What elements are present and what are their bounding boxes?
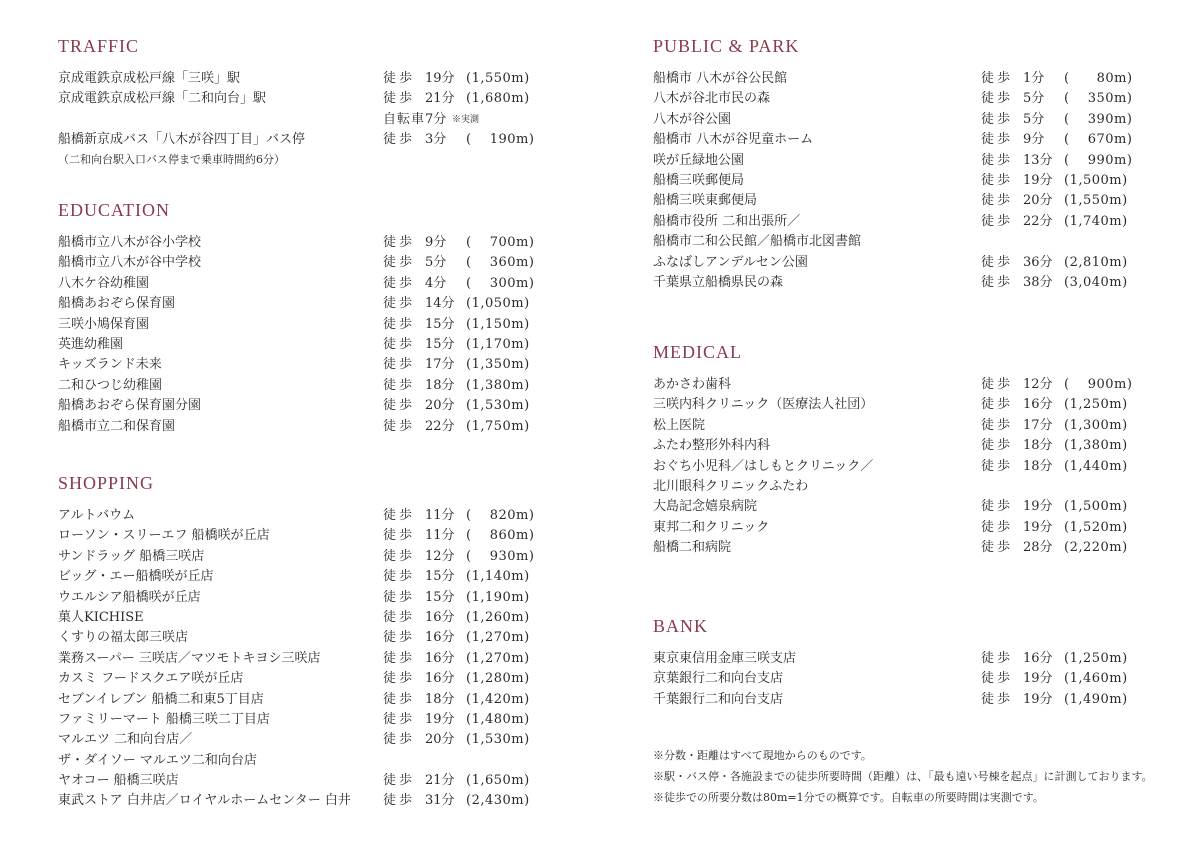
travel-time: 16分 <box>1023 651 1053 666</box>
facility-name: 船橋市立八木が谷小学校 <box>58 235 202 250</box>
footnote: ※徒歩での所要分数は80m=1分での概算です。自転車の所要時間は実測です。 <box>653 791 1044 804</box>
facility-name: ヤオコー 船橋三咲店 <box>58 773 179 789</box>
travel-mode: 徒歩 <box>383 609 416 625</box>
travel-mode: 徒歩 <box>981 417 1014 433</box>
travel-mode: 徒歩 <box>383 418 416 434</box>
footnotes <box>653 745 1153 808</box>
distance: ( 900m) <box>1064 377 1133 392</box>
travel-time: 19分 <box>425 711 455 727</box>
travel-time: 5分 <box>1023 111 1045 127</box>
facility-row <box>653 416 1153 436</box>
facility-row <box>653 110 1153 130</box>
travel-time: 20分 <box>1023 193 1053 209</box>
travel-mode: 徒歩 <box>383 296 416 312</box>
facility-row <box>653 457 1153 477</box>
distance: (1,420m) <box>466 691 530 707</box>
facility-name: 京葉銀行二和向台支店 <box>653 671 784 687</box>
facility-row <box>653 232 1153 252</box>
facility-row <box>653 690 1153 710</box>
distance: (1,500m) <box>1064 172 1128 188</box>
facility-row <box>58 710 558 730</box>
facility-row <box>58 253 558 273</box>
travel-time: 3分 <box>425 132 447 148</box>
travel-time: 20分 <box>425 398 455 414</box>
facility-name: おぐち小児科／はしもとクリニック／ <box>653 458 874 474</box>
travel-time: 17分 <box>1023 417 1053 433</box>
distance: ( 300m) <box>466 275 535 291</box>
public-park-section <box>653 35 1153 293</box>
travel-mode: 徒歩 <box>383 132 416 148</box>
facility-row <box>58 526 558 546</box>
travel-time: 19分 <box>1023 519 1053 535</box>
facility-name: 船橋三咲東郵便局 <box>653 193 758 209</box>
travel-time: 18分 <box>1023 438 1053 454</box>
facility-row <box>58 588 558 608</box>
facility-row <box>58 608 558 628</box>
facility-name: 京成電鉄京成松戸線「三咲」駅 <box>58 71 241 86</box>
facility-name: 三咲小鳩保育園 <box>58 316 150 332</box>
travel-time: 4分 <box>425 275 447 291</box>
facility-name: ふなばしアンデルセン公園 <box>653 254 808 270</box>
distance: (1,170m) <box>466 336 530 352</box>
facility-name: 京成電鉄京成松戸線「二和向台」駅 <box>58 91 267 107</box>
traffic-title: TRAFFIC <box>58 36 140 56</box>
travel-mode: 徒歩 <box>981 71 1014 86</box>
travel-time: 5分 <box>1023 91 1045 107</box>
facility-name: 松上医院 <box>653 417 706 433</box>
travel-time: 18分 <box>425 377 455 393</box>
facility-row <box>653 171 1153 191</box>
medical-section <box>653 341 1153 559</box>
travel-mode: 自転車 <box>383 111 426 127</box>
travel-mode: 徒歩 <box>383 235 416 250</box>
distance: (1,250m) <box>1064 397 1128 413</box>
travel-mode: 徒歩 <box>383 773 416 789</box>
facility-name: 船橋市 八木が谷児童ホーム <box>653 132 814 148</box>
traffic-subnote: （二和向台駅入口バス停まで乗車時間約6分） <box>58 152 285 166</box>
distance: ( 930m) <box>466 548 535 564</box>
facility-row <box>58 690 558 710</box>
travel-time: 14分 <box>425 296 455 312</box>
travel-mode: 徒歩 <box>981 651 1014 666</box>
facility-row <box>653 253 1153 273</box>
facility-name: キッズランド未来 <box>58 357 162 373</box>
facility-name: 咲が丘緑地公園 <box>653 152 745 168</box>
travel-time: 12分 <box>1023 377 1053 392</box>
travel-mode: 徒歩 <box>383 630 416 646</box>
travel-mode: 徒歩 <box>383 316 416 332</box>
distance: (1,380m) <box>1064 438 1128 454</box>
travel-mode: 徒歩 <box>383 691 416 707</box>
travel-time: 16分 <box>425 609 455 625</box>
distance: (1,250m) <box>1064 651 1128 666</box>
facility-row <box>58 376 558 396</box>
facility-name: 船橋市 八木が谷公民館 <box>653 71 788 86</box>
facility-row <box>653 69 1153 89</box>
travel-time: 19分 <box>425 71 455 86</box>
facility-name: マルエツ 二和向台店／ <box>58 732 193 748</box>
facility-row <box>653 538 1153 558</box>
shopping-section <box>58 472 558 812</box>
facility-name: 船橋新京成バス「八木が谷四丁目」バス停 <box>58 132 306 148</box>
facility-row <box>58 89 558 109</box>
facility-row <box>58 567 558 587</box>
facility-name: ファミリーマート 船橋三咲二丁目店 <box>58 711 270 727</box>
facility-row <box>58 396 558 416</box>
travel-mode: 徒歩 <box>981 540 1014 556</box>
facility-name: 英進幼稚園 <box>58 336 124 352</box>
travel-mode: 徒歩 <box>383 671 416 687</box>
travel-time: 16分 <box>1023 397 1053 413</box>
facility-name: 八木が谷北市民の森 <box>653 91 771 107</box>
distance: ( 860m) <box>466 528 535 544</box>
facility-row <box>653 436 1153 456</box>
distance: (2,810m) <box>1064 254 1128 270</box>
facility-row <box>653 649 1153 669</box>
travel-time: 19分 <box>1023 691 1053 707</box>
distance: (1,380m) <box>466 377 530 393</box>
facility-name: 千葉銀行二和向台支店 <box>653 691 784 707</box>
travel-mode: 徒歩 <box>383 398 416 414</box>
travel-mode: 徒歩 <box>981 691 1014 707</box>
travel-time: 36分 <box>1023 254 1053 270</box>
travel-time: 38分 <box>1023 274 1053 290</box>
education-title: EDUCATION <box>58 200 170 220</box>
travel-time: 15分 <box>425 589 455 605</box>
travel-mode: 徒歩 <box>383 255 416 271</box>
travel-mode: 徒歩 <box>383 91 416 107</box>
facility-name: 船橋あおぞら保育園 <box>58 296 176 312</box>
travel-mode: 徒歩 <box>383 711 416 727</box>
travel-mode: 徒歩 <box>383 650 416 666</box>
facility-name: 船橋二和病院 <box>653 540 732 556</box>
travel-time: 28分 <box>1023 540 1053 556</box>
facility-row <box>58 315 558 335</box>
education-section <box>58 199 558 437</box>
distance: (1,140m) <box>466 569 530 585</box>
travel-time: 17分 <box>425 357 455 373</box>
travel-mode: 徒歩 <box>981 152 1014 168</box>
distance: (1,520m) <box>1064 519 1128 535</box>
facility-row <box>58 628 558 648</box>
travel-time: 19分 <box>1023 671 1053 687</box>
facility-row <box>653 477 1153 497</box>
facility-row <box>653 89 1153 109</box>
travel-time: 21分 <box>425 773 455 789</box>
facility-name: カスミ フードスクエア咲が丘店 <box>58 671 244 687</box>
travel-time: 5分 <box>425 255 447 271</box>
facility-name: 菓人KICHISE <box>58 609 144 625</box>
travel-mode: 徒歩 <box>981 172 1014 188</box>
travel-mode: 徒歩 <box>981 438 1014 454</box>
facility-row <box>58 751 558 771</box>
travel-mode: 徒歩 <box>383 357 416 373</box>
facility-row <box>58 294 558 314</box>
shopping-title: SHOPPING <box>58 473 155 493</box>
travel-mode: 徒歩 <box>981 671 1014 687</box>
distance: (1,280m) <box>466 671 530 687</box>
travel-mode: 徒歩 <box>383 336 416 352</box>
distance: (1,750m) <box>466 418 530 434</box>
travel-time: 22分 <box>1023 213 1053 229</box>
distance: (1,680m) <box>466 91 530 107</box>
distance: (1,260m) <box>466 609 530 625</box>
distance: ( 670m) <box>1064 132 1133 148</box>
facility-name: 船橋三咲郵便局 <box>653 172 745 188</box>
facility-name: 東武ストア 白井店／ロイヤルホームセンター 白井 <box>58 793 351 809</box>
facility-name: くすりの福太郎三咲店 <box>58 630 189 646</box>
travel-mode: 徒歩 <box>383 589 416 605</box>
footnote: ※駅・バス停・各施設までの徒歩所要時間（距離）は、「最も遠い号棟を起点」に計測しております。 <box>653 770 1153 783</box>
travel-time: 15分 <box>425 336 455 352</box>
distance: ( 190m) <box>466 132 535 148</box>
facility-row <box>653 497 1153 517</box>
distance: (1,650m) <box>466 773 530 789</box>
distance: ( 390m) <box>1064 111 1133 127</box>
facility-name: ザ・ダイソー マルエツ二和向台店 <box>58 752 257 768</box>
distance: (1,050m) <box>466 296 530 312</box>
facility-name: 船橋市役所 二和出張所／ <box>653 213 801 229</box>
facility-row <box>58 669 558 689</box>
facility-row <box>653 151 1153 171</box>
facility-row <box>58 547 558 567</box>
travel-mode: 徒歩 <box>383 71 416 86</box>
travel-time: 1分 <box>1023 71 1045 86</box>
facility-row <box>653 518 1153 538</box>
travel-time: 13分 <box>1023 152 1053 168</box>
bank-section <box>653 615 1153 710</box>
distance: (1,530m) <box>466 732 530 748</box>
distance: (2,430m) <box>466 793 530 809</box>
facility-row <box>653 395 1153 415</box>
facility-name: 八木ケ谷幼稚園 <box>58 275 150 291</box>
distance: ( 700m) <box>466 235 535 250</box>
distance: ( 990m) <box>1064 152 1133 168</box>
facility-name: 船橋市立八木が谷中学校 <box>58 255 202 271</box>
facility-row <box>58 335 558 355</box>
facility-name: 北川眼科クリニックふたわ <box>653 478 809 494</box>
facility-name: あかさわ歯科 <box>653 377 732 392</box>
travel-time: 12分 <box>425 548 455 564</box>
traffic-section <box>58 35 558 169</box>
distance: (1,300m) <box>1064 417 1128 433</box>
facility-row <box>58 110 558 130</box>
facility-row <box>58 791 558 811</box>
facility-row <box>58 649 558 669</box>
measurement-note: ※実測 <box>452 114 480 125</box>
distance: ( 360m) <box>466 255 535 271</box>
travel-mode: 徒歩 <box>981 499 1014 515</box>
facility-name: ビッグ・エー船橋咲が丘店 <box>58 569 214 585</box>
travel-mode: 徒歩 <box>383 548 416 564</box>
travel-time: 11分 <box>425 508 455 523</box>
facility-row <box>653 669 1153 689</box>
facility-name: 船橋市立二和保育園 <box>58 418 176 434</box>
facility-name: ふたわ整形外科内科 <box>653 438 771 454</box>
travel-time: 18分 <box>425 691 455 707</box>
facility-name: セブンイレブン 船橋二和東5丁目店 <box>58 691 264 707</box>
travel-mode: 徒歩 <box>383 377 416 393</box>
distance: (1,440m) <box>1064 458 1128 474</box>
facility-name: 船橋市二和公民館／船橋市北図書館 <box>653 234 862 250</box>
travel-mode: 徒歩 <box>383 508 416 523</box>
public-park-title: PUBLIC & PARK <box>653 36 800 56</box>
facility-name: アルトバウム <box>58 508 136 523</box>
distance: (1,490m) <box>1064 691 1128 707</box>
travel-mode: 徒歩 <box>981 213 1014 229</box>
travel-time: 21分 <box>425 91 455 107</box>
distance: (1,530m) <box>466 398 530 414</box>
travel-time: 18分 <box>1023 458 1053 474</box>
travel-mode: 徒歩 <box>981 458 1014 474</box>
facility-row <box>58 233 558 253</box>
bank-title: BANK <box>653 616 709 636</box>
travel-mode: 徒歩 <box>981 377 1014 392</box>
distance: (2,220m) <box>1064 540 1128 556</box>
facility-name: 三咲内科クリニック（医療法人社団） <box>653 397 874 413</box>
travel-time: 9分 <box>425 235 447 250</box>
distance: (1,500m) <box>1064 499 1128 515</box>
travel-mode: 徒歩 <box>981 193 1014 209</box>
facility-row <box>58 130 558 150</box>
travel-mode: 徒歩 <box>383 275 416 291</box>
facility-row <box>58 771 558 791</box>
travel-time: 16分 <box>425 650 455 666</box>
facility-name: 大島記念嬉泉病院 <box>653 499 758 515</box>
travel-mode: 徒歩 <box>981 397 1014 413</box>
distance: (1,740m) <box>1064 213 1128 229</box>
facility-name: 二和ひつじ幼稚園 <box>58 377 163 393</box>
distance: (1,270m) <box>466 630 530 646</box>
facility-row <box>58 355 558 375</box>
facility-name: サンドラッグ 船橋三咲店 <box>58 548 205 564</box>
travel-time: 19分 <box>1023 499 1053 515</box>
travel-time: 31分 <box>425 793 455 809</box>
facility-row <box>58 69 558 89</box>
facility-row <box>653 375 1153 395</box>
distance: ( 350m) <box>1064 91 1133 107</box>
facility-name: ウエルシア船橋咲が丘店 <box>58 589 201 605</box>
travel-mode: 徒歩 <box>981 519 1014 535</box>
distance: (1,550m) <box>466 71 530 86</box>
travel-time: 22分 <box>425 418 455 434</box>
travel-mode: 徒歩 <box>383 569 416 585</box>
facility-row <box>653 273 1153 293</box>
travel-time: 15分 <box>425 316 455 332</box>
distance: (3,040m) <box>1064 274 1128 290</box>
facility-name: 東邦二和クリニック <box>653 519 770 535</box>
facility-name: 業務スーパー 三咲店／マツモトキヨシ三咲店 <box>58 650 321 666</box>
travel-time: 19分 <box>1023 172 1053 188</box>
facility-row <box>58 730 558 750</box>
facility-row <box>653 191 1153 211</box>
distance: (1,550m) <box>1064 193 1128 209</box>
travel-mode: 徒歩 <box>981 91 1014 107</box>
travel-mode: 徒歩 <box>981 111 1014 127</box>
distance: (1,190m) <box>466 589 530 605</box>
distance: ( 80m) <box>1064 71 1133 86</box>
travel-mode: 徒歩 <box>383 528 416 544</box>
facility-row <box>653 212 1153 232</box>
facility-row <box>58 506 558 526</box>
facility-row <box>58 417 558 437</box>
travel-mode: 徒歩 <box>383 732 416 748</box>
facility-name: ローソン・スリーエフ 船橋咲が丘店 <box>58 528 270 544</box>
travel-time: 16分 <box>425 630 455 646</box>
travel-time: 7分 <box>425 111 447 127</box>
distance: ( 820m) <box>466 508 535 523</box>
facility-name: 船橋あおぞら保育園分園 <box>58 398 202 414</box>
travel-mode: 徒歩 <box>383 793 416 809</box>
facility-name: 千葉県立船橋県民の森 <box>653 274 784 290</box>
travel-mode: 徒歩 <box>981 132 1014 148</box>
distance: (1,150m) <box>466 316 530 332</box>
distance: (1,270m) <box>466 650 530 666</box>
travel-time: 15分 <box>425 569 455 585</box>
medical-title: MEDICAL <box>653 342 742 362</box>
travel-mode: 徒歩 <box>981 274 1014 290</box>
facility-row <box>653 130 1153 150</box>
distance: (1,350m) <box>466 357 530 373</box>
distance: (1,460m) <box>1064 671 1128 687</box>
travel-mode: 徒歩 <box>981 254 1014 270</box>
footnote: ※分数・距離はすべて現地からのものです。 <box>653 749 872 762</box>
facility-row <box>58 274 558 294</box>
travel-time: 9分 <box>1023 132 1045 148</box>
facility-name: 東京東信用金庫三咲支店 <box>653 651 797 666</box>
travel-time: 11分 <box>425 528 455 544</box>
travel-time: 20分 <box>425 732 455 748</box>
distance: (1,480m) <box>466 711 530 727</box>
facility-name: 八木が谷公園 <box>653 111 732 127</box>
travel-time: 16分 <box>425 671 455 687</box>
